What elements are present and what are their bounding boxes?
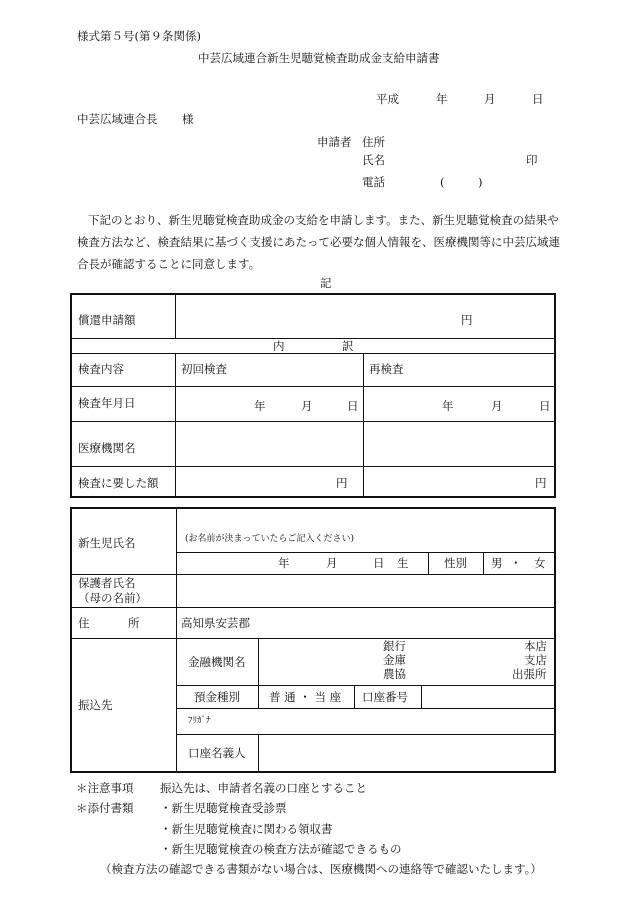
exam-content-label: 検査内容	[78, 362, 124, 376]
attachment-item-1: ・新生児聴覚検査受診票	[160, 801, 287, 815]
re-exam-day: 日	[539, 399, 551, 413]
applicant-name-label: 氏名	[362, 153, 385, 167]
attachment-item-2: ・新生児聴覚検査に関わる領収書	[160, 822, 333, 836]
consent-line-3: 合長が確認することに同意します。	[77, 257, 261, 271]
caution-label: ＊注意事項	[76, 781, 134, 795]
birth-day: 日	[373, 556, 385, 570]
breakdown-char-2: 訳	[342, 339, 354, 353]
applicant-label: 申請者	[317, 135, 352, 149]
address-label-1: 住	[78, 616, 90, 630]
first-hospital-field[interactable]	[178, 424, 360, 464]
era-label: 平成	[376, 92, 399, 106]
exam-date-label: 検査年月日	[78, 396, 136, 410]
sex-separator: ・	[510, 556, 522, 570]
first-exam-year: 年	[254, 399, 266, 413]
re-hospital-field[interactable]	[366, 424, 552, 464]
caution-text: 振込先は、申請者名義の口座とすること	[160, 781, 367, 795]
branch-type-shutchojo: 出張所	[512, 667, 547, 681]
bank-name-label: 金融機関名	[188, 655, 246, 669]
month-label: 月	[484, 92, 496, 106]
phone-paren-close: )	[478, 175, 483, 189]
bank-type-nokyo: 農協	[383, 667, 406, 681]
applicant-phone-label: 電話	[362, 175, 385, 189]
footer-note: （検査方法の確認できる書類がない場合は、医療機関への連絡等で確認いたします。）	[100, 862, 542, 876]
hospital-name-label: 医療機関名	[78, 441, 136, 455]
seal-mark: 印	[526, 153, 538, 167]
consent-line-2: 検査方法など、検査結果に基づく支援にあたって必要な個人情報を、医療機関等に中芸広域連	[77, 235, 560, 249]
consent-line-1: 下記のとおり、新生児聴覚検査助成金の支給を申請します。また、新生児聴覚検査の結果や	[88, 213, 559, 227]
breakdown-char-1: 内	[273, 339, 285, 353]
guardian-name-label: 保護者氏名	[78, 576, 136, 590]
claim-yen: 円	[461, 313, 473, 327]
re-exam-label: 再検査	[369, 362, 404, 376]
bank-type-kinko: 金庫	[383, 653, 406, 667]
newborn-name-note: (お名前が決まっていたらご記入ください)	[185, 534, 355, 544]
account-number-label: 口座番号	[362, 690, 408, 704]
deposit-type-label: 預金種別	[194, 690, 240, 704]
consent-paragraph	[77, 209, 577, 275]
address-label-2: 所	[128, 616, 140, 630]
year-label: 年	[436, 92, 448, 106]
bank-type-bank: 銀行	[383, 639, 406, 653]
claim-amount-field[interactable]	[178, 298, 548, 334]
document-title: 中芸広域連合新生児聴覚検査助成金支給申請書	[198, 51, 440, 65]
birth-suffix: 生	[397, 556, 409, 570]
transfer-label: 振込先	[78, 698, 113, 712]
ki-label: 記	[320, 276, 332, 290]
honorific: 様	[182, 112, 194, 126]
addressee: 中芸広域連合長	[77, 112, 158, 126]
account-holder-label: 口座名義人	[188, 746, 246, 760]
furigana-label: ﾌﾘｶﾞﾅ	[188, 716, 211, 726]
address-value: 高知県安芸郡	[181, 616, 250, 630]
re-cost-yen: 円	[535, 476, 547, 490]
first-exam-day: 日	[347, 399, 359, 413]
birth-month: 月	[326, 556, 338, 570]
first-exam-month: 月	[301, 399, 313, 413]
guardian-name-sub: （母の名前）	[78, 591, 147, 605]
phone-paren-open: (	[440, 175, 445, 189]
claim-amount-label: 償還申請額	[78, 313, 136, 327]
attachment-item-3: ・新生児聴覚検査の検査方法が確認できるもの	[160, 842, 402, 856]
first-cost-yen: 円	[336, 476, 348, 490]
first-exam-label: 初回検査	[181, 362, 227, 376]
newborn-name-label: 新生児氏名	[78, 536, 136, 550]
re-exam-month: 月	[491, 399, 503, 413]
branch-type-honten: 本店	[524, 639, 547, 653]
deposit-type-value[interactable]: 普 通 ・ 当 座	[269, 690, 342, 704]
applicant-address-label: 住所	[362, 135, 385, 149]
sex-male[interactable]: 男	[491, 556, 503, 570]
exam-cost-label: 検査に要した額	[78, 476, 159, 490]
birth-year: 年	[278, 556, 290, 570]
branch-type-shiten: 支店	[524, 653, 547, 667]
form-number: 様式第５号(第９条関係)	[77, 29, 201, 43]
sex-label: 性別	[444, 556, 467, 570]
attachments-label: ＊添付書類	[76, 801, 134, 815]
sex-female[interactable]: 女	[534, 556, 546, 570]
day-label: 日	[532, 92, 544, 106]
re-exam-year: 年	[442, 399, 454, 413]
